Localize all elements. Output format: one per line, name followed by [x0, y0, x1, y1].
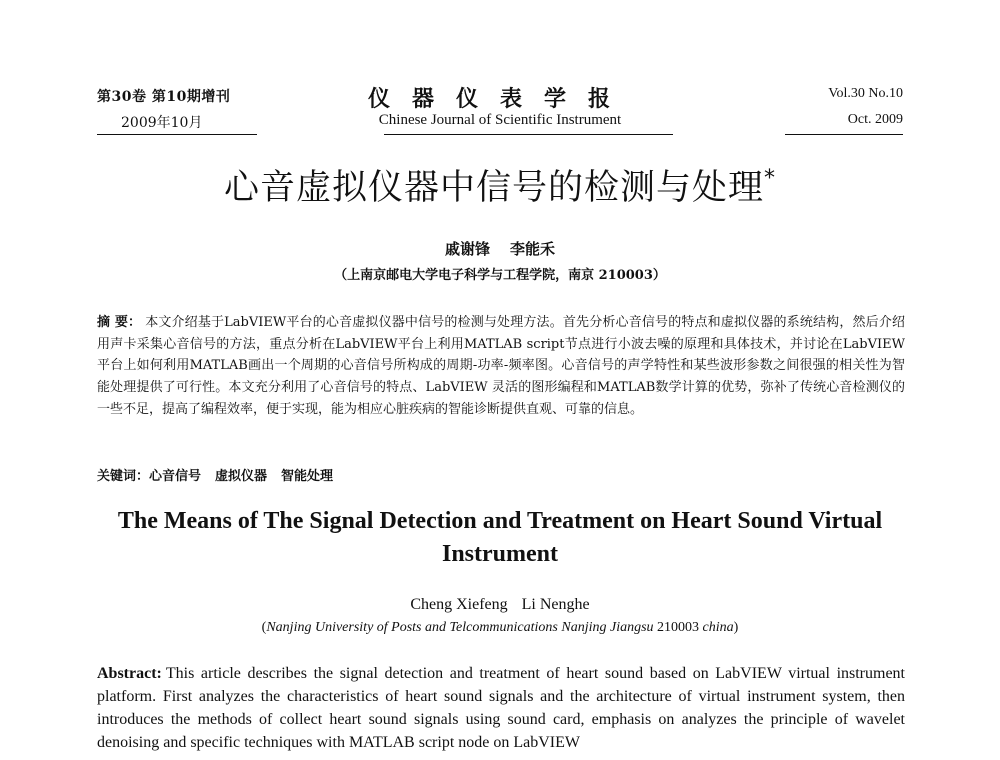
author-en-2: Li Nenghe: [521, 596, 590, 613]
author-cn-1: 戚谢锋: [444, 240, 490, 258]
keyword-cn-3: 智能处理: [281, 469, 334, 484]
abstract-cn-text: 本文介绍基于LabVIEW平台的心音虚拟仪器中信号的检测与处理方法。首先分析心音信号的特点和虚拟仪器的系统结构，然后介绍用声卡采集心音信号的方法，重点分析在LabVIEW平台上利用MATLAB script节点进行小波去噪的原理和具体技术，并讨论在LabVIEW平台上如何利用MATLAB画出一个周期的心音信号所构成的周期-功率-频率图。心音信号的声学特性和某些波形参数之间很强的相关性为智能处理提供了可行性。本文充分利用了心音信号的特点、LabVIEW 灵活的图形编程和MATLAB数学计算的优势，弥补了传统心音检测仪的一些不足，提高了编程效率，便于实现，能为相应心脏疾病的智能诊断提供直观、可靠的信息。: [97, 315, 905, 417]
header-rule-center: [384, 134, 673, 135]
journal-name-cn: 仪器仪表学报: [367, 86, 632, 112]
keywords-cn-label: 关键词：: [97, 469, 150, 484]
affiliation-cn: （上南京邮电大学电子科学与工程学院，南京 210003）: [334, 268, 666, 283]
affil-en-country: china: [702, 620, 734, 635]
affil-en-code: 210003: [653, 620, 703, 635]
author-cn-2: 李能禾: [510, 240, 556, 258]
abstract-en: [97, 662, 905, 754]
abstract-en-label: Abstract:: [97, 665, 162, 682]
affil-en-open: (: [261, 620, 267, 635]
paper-title-en: The Means of The Signal Detection and Treatment on Heart Sound Virtual Instrument: [117, 508, 883, 567]
keyword-cn-1: 心音信号: [149, 469, 202, 484]
volume-cn: 第30卷 第10期增刊: [97, 89, 231, 105]
author-en-1: Cheng Xiefeng: [410, 596, 508, 613]
affil-en-institution: Nanjing University of Posts and Telcommunications Nanjing Jiangsu: [266, 620, 654, 635]
journal-name-en: Chinese Journal of Scientific Instrument: [378, 112, 622, 128]
authors-cn: [0, 238, 1000, 259]
authors-en: [0, 596, 1000, 614]
date-en: Oct. 2009: [847, 112, 903, 127]
abstract-cn-label: 摘 要：: [97, 315, 142, 330]
keywords-cn: [97, 465, 905, 484]
abstract-cn: [97, 312, 905, 421]
header-rule-right: [785, 134, 903, 135]
abstract-en-text: This article describes the signal detection and treatment of heart sound based on LabVIEW virtual instrument platform. First analyzes the characteristics of heart sound signals and the architecture of virtual instrument system, then introduces the methods of collect heart sound signals using sound card, emphasis on analyzes the principle of wavelet denoising and specific techniques with MATLAB script node on LabVIEW: [97, 665, 905, 751]
title-footnote-mark: *: [764, 166, 776, 191]
header-rule-left: [97, 134, 257, 135]
title-cn-text: 心音虚拟仪器中信号的检测与处理: [223, 168, 764, 208]
affiliation-en: [0, 620, 1000, 636]
affil-en-close: ): [733, 620, 739, 635]
volume-en: Vol.30 No.10: [828, 86, 903, 101]
date-cn: 2009年10月: [121, 115, 203, 131]
journal-header: [97, 86, 903, 136]
keyword-cn-2: 虚拟仪器: [215, 469, 268, 484]
paper-title-cn: [0, 160, 1000, 210]
